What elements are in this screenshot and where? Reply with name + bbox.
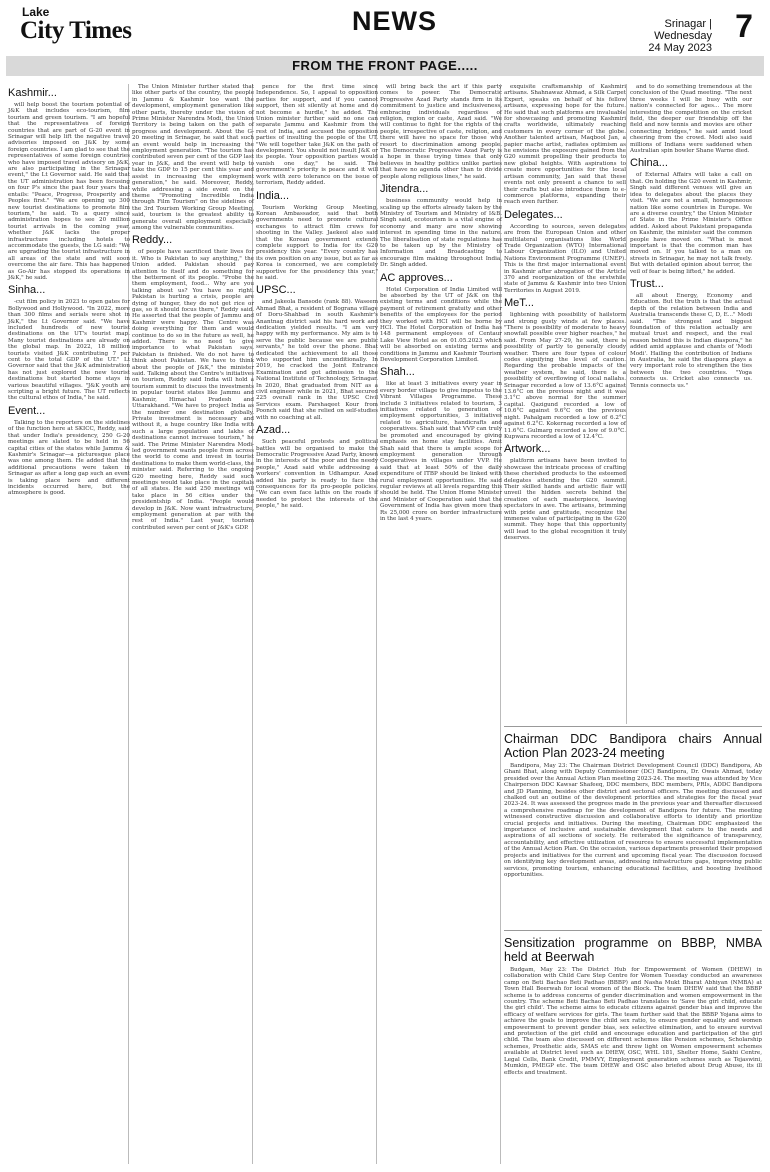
location-day: Srinagar | Wednesday [654, 18, 712, 42]
story-heading-event: Event... [8, 404, 46, 417]
column-6 [630, 84, 752, 724]
story-heading-met: MeT... [504, 297, 534, 310]
masthead [0, 0, 770, 52]
story-beerwah [504, 936, 762, 1166]
logo-city-times-text: City Times [20, 17, 132, 44]
story-heading-jitendra: Jitendra... [380, 183, 429, 196]
story-text: platform artisans have been invited to showcase the intricate process of crafting these cherished products to the esteemed delegates attending the G20 summit. Their skilled hands and artistic flair will unveil the hidden secrets behind the creation of each masterpiece, leaving spectators in awe. The artisans, brimming with pride and gratitude, recognize the immense value of participating in the G20 summit. They hope that this opportunity will lead to the global recognition it truly deserves. [504, 458, 626, 542]
story-heading-ac-approves: AC approves... [380, 271, 453, 284]
story-heading-artwork: Artwork... [504, 443, 551, 456]
story-text: According to sources, seven delegates are from the European Union and other multilateral organisations like World Trade Organization (WTO) International Labour Organization (ILO) and United Nations Environment Programme (UNEP). This is the first major international event in Kashmir after abrogation of the Article 370 and reorganization of the erstwhile state of Jammu & Kashmir into two Union Territories in August 2019. [504, 223, 626, 294]
story-text: The Union Minister further stated that like other parts of the country, the people in Jammu & Kashmir too want the development, employment generation like other parts, thereby under the vision of Prime Minister Narendra Modi, the Union Territory is being taken on the path of progress and development. About the G-20 meeting in Srinagar, he said that such an event would help in increasing the employment generation. "The tourism has contributed seven per cent of the GDP last year in J&K, and the event will help to take the GDP to 15 per cent this year and assist in increasing the employment generation," he said. Moreover, Reddy, while addressing a side event on the theme "Promoting Incredible India through Film Tourism" on the sidelines of the 3rd Tourism Working Group Meeting, said, tourism is the greatest ability to generate overall employment especially among the vulnerable communities. [132, 84, 254, 231]
story-text: Budgam, May 23: The District Hub for Empowerment of Women (DHEW) in collaboration with Child Care Step Centre for Women Tuesday conducted an awareness camp on Beti Bachao Beti Padhao (BBBP) and Nasha Mukt Bharat Abhiyan (NMBA) at Town Hall Beerwah for local women of the Block. The team DHEW said that the BBBP scheme is to address concerns of gender discrimination and women empowerment in the country. The scheme Beti Bachao Beti Padhao translates to 'Save the girl child, educate the girl child'. The scheme aims to educate citizens against gender bias and improve the efficacy of welfare services for girls. The team further said that the BBBP Yojana aims to achieve the goals to improve the child sex ratio, to ensure gender equality and women empowerment to prevent gender bias, sex selective elimination, and to ensure survival and protection of the girl child and encourage education and participation of the girl child. The team also discussed on different schemes like Pension schemes, Scholarship schemes, Prosthetic aids, SMAS etc and threw light on Women empowerment schemes available at District level such as DHEW, OSC, WHL 181, Shelter Home, Sakhi Centre, Legal Cells, Bank Credit, PMMVY, Employment generation schemes such as Tejaswini, Mumkin, PMEGP etc. The team DHEW and OSC also briefed about Drug Abuse, its ill effects and treatment. [504, 967, 762, 1076]
story-heading-azad: Azad... [256, 424, 291, 437]
story-heading-trust: Trust... [630, 277, 664, 290]
story-text: Such peaceful protests and political battles will be organised to make the Democratic Progressive Azad Party, known in the interests of the poor and the needy people," Azad said while addressing a workers' convention in Udhampur. Azad added his party is ready to face the consequences for its pro-people policies. "We can even face lathis on the roads if needed to protect the interests of the people," he said. [256, 439, 378, 510]
story-text: of External Affairs will take a call on that. On holding the G20 event in Kashmir, Singh said different venues will give an idea to delegates about the places they visit. "We are not a small, homogeneous nation like some countries in Europe. We are a diverse country," the Union Minister of State in the Prime Minister's Office added. Asked about Pakistani propaganda on Kashmir, the minister said the common people have moved on. "What is most important is that the common man has moved on. If you talked to a man on streets in Srinagar, he may not talk freely. But with detailed opinion about terror, the veil of fear is being lifted," he added. [630, 172, 752, 275]
column-2 [132, 84, 254, 1164]
story-headline: Sensitization programme on BBBP, NMBA held at Beerwah [504, 936, 762, 964]
story-heading-india: India... [256, 189, 290, 202]
story-text: Talking to the reporters on the sidelines of the function here at SKICC, Reddy, said that under India's presidency, 250 G-20 meetings are slated to be held in 56 capital cities of the states while Jammu & Kashmir's Srinagar—a picturesque place was one among them. He added that the additional precautions were taken in Srinagar as after a long gap such an event is taking place here and different incidents occurred here, but the atmosphere is good. [8, 419, 130, 497]
story-text: like at least 3 initiatives every year in every border village to give impetus to the Vibrant Villages Programme. These include 3 initiatives related to tourism, 3 initiatives related to generation of employment opportunities, 3 initiatives related to agriculture, handicrafts and cooperatives. Shah said that VVP can truly be promoted and encouraged by giving emphasis on home stay facilities. Amit Shah said that there is ample scope for employment generation through Cooperatives in villages under VVP. He said that at least 50% of the daily expenditure of ITBP should be linked with rural employment opportunities. He said regular reviews at all levels regarding this should be held. The Union Home Minister and Minister of Cooperation said that the Government of India has given more than Rs 25,000 crore on border infrastructure in the last 4 years. [380, 381, 502, 522]
story-heading-shah: Shah... [380, 366, 415, 379]
column-3 [256, 84, 378, 1164]
column-4 [380, 84, 502, 1164]
logo-lake-text: Lake [22, 5, 50, 19]
column-divider [626, 84, 627, 724]
story-text: lightening with possibility of hailstorm and strong gusty winds at few places. "There is possibility of moderate to heavy snowfall possible over higher reaches," he said. From May 27-29, he said, there is possibility of partly to generally cloudy weather. There are four types of colour codes signifying the level of caution. Regarding the probable impacts of the weather system, he said, there is a possibility of overflowing of local nallahs. Srinagar recorded a low of 13.6°C against 13.6°C on the previous night and it was 3.1°C above normal for the summer capital. Qazigund recorded a low of 10.6°C against 9.6°C on the previous night. Pahalgam recorded a low of 6.2°C against 6.2°C. Kokernag recorded a low of 11.6°C. Gulmarg recorded a low of 9.0°C. Kupwara recorded a low of 12.4°C. [504, 312, 626, 440]
story-heading-china: China... [630, 157, 668, 170]
story-text: will bring back the art if this party comes to power. The Democratic Progressive Azad Party stands firm in its commitment to justice and inclusiveness, embracing individuals regardless of religion, region or caste, Azad said. "We will continue to fight for the rights of the people, irrespective of caste, religion, and there will have no space for those who resort to discrimination among people. The Democratic Progressive Azad Party is a hope in these trying times that only believes in healthy politics unlike parties that have no agenda other than to divide people along religious lines," he said. [380, 84, 502, 180]
story-text: Bandipora, May 23: The Chairman District Development Council (DDC) Bandipora, Ab Ghani Bhat, along with Deputy Commissioner (DC) Bandipora, Dr. Owais Ahmad, today presided over the Annual Action Plan meeting 2023-24. The meeting was attended by Vice Chairperson DDC Kawsar Shafeeq, DDC members, BDC members, PRIs, ADDC Bandipora and JD Planning, besides other district and sectoral officers. The meeting discussed and chalked out an outline of the development priorities and strategies for the fiscal year 2023-24. It was assessed the progress made in the previous year and thereafter discussed a comprehensive roadmap for the development of Bandipora for future. The meeting witnessed constructive discussion and collaborative efforts to identify and prioritize crucial projects and initiatives. During the meeting, Chairman DDC emphasized the importance of inclusive and sustainable development that caters to the needs and aspirations of all sections of society. He reiterated the significance of transparency, accountability, and effective utilization of resources to ensure successful implementation of the Annual Action Plan. On the occasion, various departments presented their proposed projects and initiatives for the current and upcoming fiscal year. The discussion focused on identifying key development areas, addressing infrastructure gaps, improving public services, promoting tourism, enhancing educational facilities, and boosting livelihood opportunities. [504, 763, 762, 878]
story-text: of people have sacrificed their lives for it. Who is Pakistan to say anything," the Union added. Pakistan should pay attention to itself and do something for the betterment of its people. "Probe the them employment, food... Why are you talking about us? You have no right. Pakistan is hurting a crisis, people are dying of hunger, they do not get rice or gas, so it should focus there," Reddy said. He asserted that the people of Jammu and Kashmir were happy. The Centre was doing everything for them and would continue to do so in the future as well, he added. There is no need to give importance to what Pakistan says. Pakistan is finished. We do not have to think about Pakistan. We have to think about the people of J&K," the minister said. Talking about the Centre's initiatives on tourism, Reddy said India will hold a tourism summit to discuss the investments in popular tourist states like Jammu and Kashmir, Himachal Pradesh and Uttarakhand. "We have to project India as the number one destination globally. Private investment is necessary and without it, a huge country like India with such a large population and lakhs of destinations cannot increase tourism," he said. The Prime Minister Narendra Modi-led government wants people from across the world to come and invest in tourist destinations to make them world-class, the minister said. Referring to the ongoing G20 meeting here, Reddy said such meetings would take place in the capitals of all states. He said 250 meetings will take place in 56 cities under the presidentship of India. "People would develop in J&K. Now want infrastructure, employment generation at par with the rest of India." Last year, tourism contributed seven per cent of J&K's GDP. [132, 249, 254, 531]
story-text: will help boost the tourism potential of J&K that includes eco-tourism, film tourism and green tourism. "I am hopeful that the representatives of foreign countries that are part of G-20 event in Srinagar will help lift the negative travel advisories imposed on J&K by some foreign countries. I am glad to see that the representatives of some foreign countries who have imposed travel advisory on J&K, are also participating in the Srinagar event," the Lt Governor said. He said that the UT administration has been focusing on four P's since the past four years that entails: "Peace, Progress, Prosperity and Peoples first." "We are opening up 300 new tourist destinations to promote film tourism," he said. To a query since administration hopes to see 20 million tourist arrivals in the coming year, whether J&K lacks the proper infrastructure including hotels to accommodate the guests, the LG said: "We are upgrading the tourist infrastructure in all areas of the state and will soon overcome the air fare. This has happened as Go-Air has stopped its operations in J&K," he said. [8, 102, 130, 281]
story-text: and to do something tremendous at the conclusion of the Quad meeting. "The next three weeks I will be busy with our nation's connected for ages... The more interesting the competition on the cricket field, the deeper our friendship off the field and now tennis and movies are other connecting bridges," he said amid loud cheering from the crowd. Modi also said millions of Indians were saddened when Australian spin bowler Shane Warne died. [630, 84, 752, 155]
newspaper-logo [6, 4, 156, 46]
column-1 [8, 84, 130, 1164]
story-text: Tourism Working Group Meeting, Korean Ambassador, said that both governments need to promote cultural exchanges to attract film crews for shooting in the Valley. Jaekeol also said that the Korean government extends complete support to India for its G20 presidency this year. "Every country has its own position on any issue, but as far as Korea is concerned, we are completely supportive for the presidency this year," he said. [256, 204, 378, 281]
section-banner-text: FROM THE FRONT PAGE..... [292, 58, 478, 73]
story-bandipora [504, 732, 762, 922]
section-title: NEWS [352, 6, 437, 36]
story-text: pence for the first time since Independence. So, I appeal to opposition parties for support, and if you cannot support, then sit silently at home and do not become a hurdle," he added. The Union minister further said no one can separate Jammu and Kashmir from the rest of India, and accused the opposition parties of insulting the people of the UT. "We will together take J&K on the path of development. You should not insult J&K or its people. Your opposition parties would vanish one day," he said. The government's priority is peace and it will work with zero tolerance on the issue of terrorism, Reddy added. [256, 84, 378, 187]
page-number: 7 [735, 8, 753, 44]
story-heading-delegates: Delegates... [504, 208, 563, 221]
story-text: business community would help in scaling up the efforts already taken by the Ministry of Tourism and Ministry of I&B. Singh said, ecotourism is a vital engine of economy and many are now showing interest in spending time in the nature. The liberalisation of state regulations has to be taken up by the Ministry of Information and Broadcasting to encourage film making throughout India, Dr. Singh added. [380, 198, 502, 269]
issue-date: 24 May 2023 [648, 42, 712, 54]
story-divider [504, 930, 762, 931]
section-banner [6, 56, 764, 76]
story-text: Hotel Corporation of India Limited will be absorbed by the UT of J&K on the existing terms and conditions while the payment of retirement gratuity and other benefits of the employees for the period they worked with HCI will be borne by HCI. The Hotel Corporation of India has 148 permanent employees of Centaur Lake View Hotel as on 01.05.2023 which will be absorbed on existing terms and conditions in Jammu and Kashmir Tourism Development Corporation Limited. [380, 286, 502, 364]
story-divider [504, 726, 762, 727]
story-heading-reddy: Reddy... [132, 234, 173, 247]
story-text: and Jakeola Bansode (rank 88). Waseem Ahmad Bhat, a resident of Bograna village of Doru-Shahbad in south Kashmir's Anantnag district said his hard work and dedication yielded results. "I am very happy with my performance. My aim is to serve the public because we are public servants," he told over the phone. Bhat dedicated the achievement to all those who supported him unconditionally. In 2019, he cracked the Joint Entrance Examination and got admission to the National Institute of Technology, Srinagar. In 2020, Bhat graduated from NIT as a civil engineer while in 2021, Bhat secured 225 overall rank in the UPSC Civil Services exam. Parshaqeet Kour from Poonch said that she relied on self-studies with no coaching at all. [256, 299, 378, 421]
story-text: exquisite craftsmanship of Kashmiri artisans. Shahnawaz Ahmad, a Silk Carpet Expert, speaks on behalf of his fellow artisans, expressing hope for the future. He said that such platforms are invaluable for showcasing and promoting Kashmiri crafts worldwide, ultimately reaching customers in every corner of the globe. Another talented artisan, Maqbool Jan, a papier mache artist, radiates optimism as he envisions the exposure gained from the G20 summit propelling their products to new global heights. With aspirations to create more opportunities for the local artisan community, Jan said that these events not only present a chance to sell their crafts but also introduce them to e-commerce platforms, expanding their reach even further. [504, 84, 626, 206]
story-text: -cut film policy in 2023 to open gates for Bollywood and Hollywood. "In 2022, more than 300 films and serials were shot in J&K," the Lt Governor said. "We have included hundreds of new tourist destinations on the UT's tourist map. Many tourist destinations are already on the global map. In 2022, 18 million tourists visited J&K contributing 7 per cent to the total GDP of the UT." Lt Governor said that the J&K administration has not just explored the new tourist destinations but started home stays in various beautiful villages. "J&K youth are scripting a bright future. The UT reflects the cultural ethos of India," he said. [8, 299, 130, 402]
story-heading-sinha: Sinha... [8, 284, 46, 297]
column-5 [504, 84, 626, 724]
story-heading-upsc: UPSC... [256, 284, 296, 297]
dateline [606, 18, 712, 54]
story-headline: Chairman DDC Bandipora chairs Annual Action Plan 2023-24 meeting [504, 732, 762, 760]
story-text: all about Energy, Economy and Education. But the truth is that the actual depth of the relation between India and Australia transcends these C, D, E..." Modi said. "The strongest and biggest foundation of this relation actually are mutual trust and respect, and the real reason behind this is Indian diaspora," he added amid applause and chants of 'Modi Modi'. Hailing the contribution of Indians in Australia, he said the diaspora plays a very important role to strengthen the ties between the two countries. "Yoga connects us. Cricket also connects us. Tennis connects us." [630, 292, 752, 389]
story-heading-kashmir: Kashmir... [8, 87, 57, 99]
